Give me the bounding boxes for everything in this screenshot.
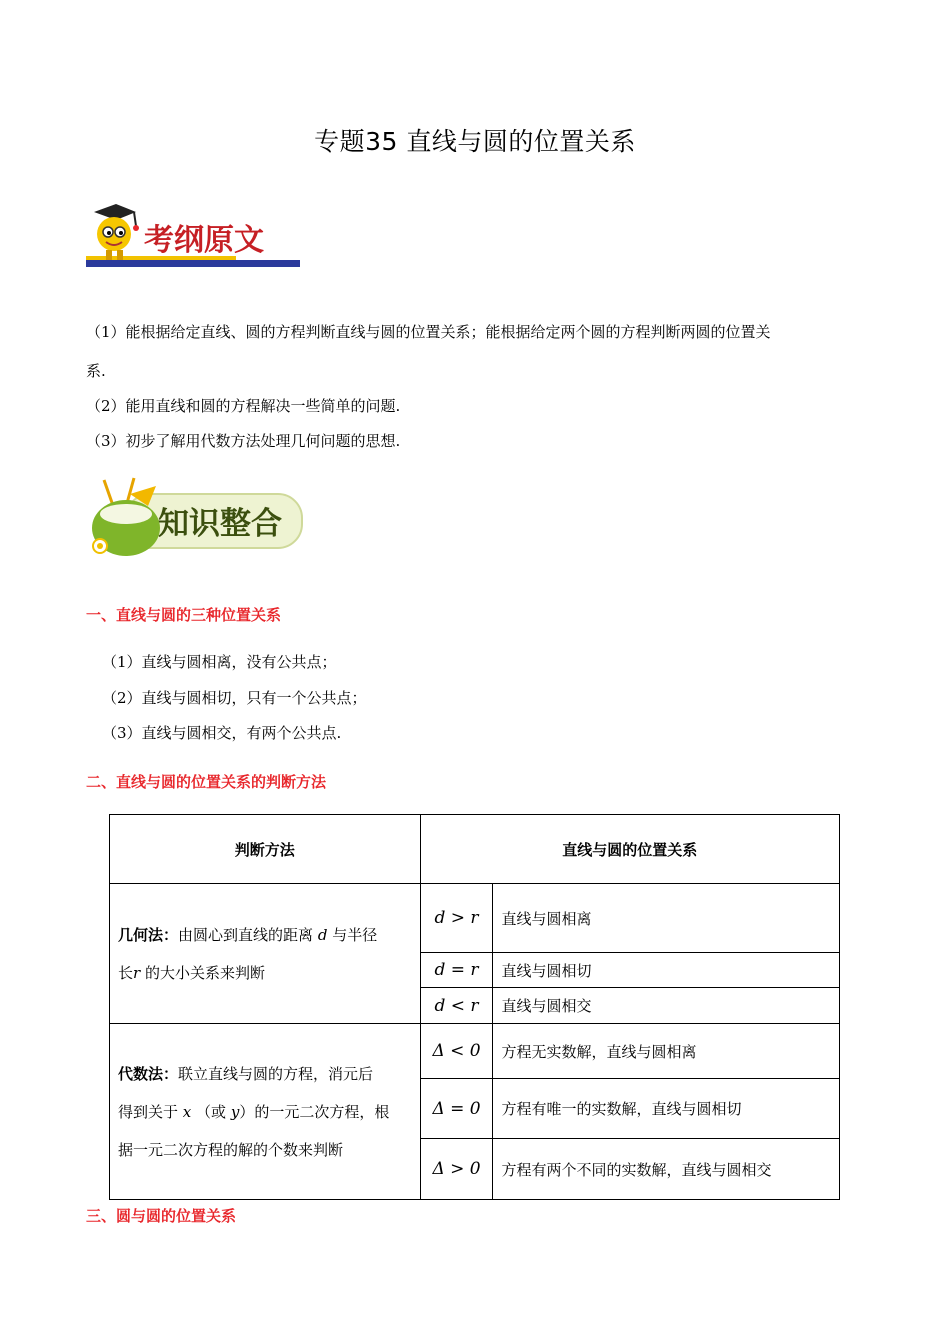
result-cell: 方程有唯一的实数解，直线与圆相切 [493, 1079, 840, 1139]
section-3-title: 三、圆与圆的位置关系 [86, 1207, 237, 1225]
result-cell: 直线与圆相交 [493, 988, 840, 1024]
mascot-icon [94, 204, 139, 260]
syllabus-item-1b: 系. [86, 362, 106, 380]
syllabus-item-3: （3）初步了解用代数方法处理几何问题的思想. [86, 432, 401, 450]
knowledge-banner [86, 476, 306, 562]
table-row [110, 1024, 840, 1079]
section-1-title: 一、直线与圆的三种位置关系 [86, 606, 282, 624]
condition-cell: Δ > 0 [420, 1139, 493, 1200]
syllabus-item-2: （2）能用直线和圆的方程解决一些简单的问题. [86, 397, 401, 415]
method-label: 代数法： [118, 1064, 179, 1083]
table-header-row [110, 815, 840, 884]
syllabus-banner [86, 198, 302, 274]
result-cell: 直线与圆相切 [493, 953, 840, 988]
coconut-icon [92, 478, 160, 556]
algebraic-method-cell: 代数法：联立直线与圆的方程，消元后 得到关于 x （或 y）的一元二次方程，根 据一元二次方程的解的个数来判断 [110, 1024, 421, 1200]
condition-cell: d > r [420, 884, 493, 953]
list-item: （3）直线与圆相交，有两个公共点. [102, 724, 342, 742]
banner2-text: 知识整合 [158, 506, 282, 542]
result-cell: 方程无实数解，直线与圆相离 [493, 1024, 840, 1079]
result-cell: 方程有两个不同的实数解，直线与圆相交 [493, 1139, 840, 1200]
method-label: 几何法： [118, 925, 179, 944]
condition-cell: Δ = 0 [420, 1079, 493, 1139]
judgement-table [109, 814, 840, 1200]
geometric-method-cell: 几何法：由圆心到直线的距离 d 与半径 长r 的大小关系来判断 [110, 884, 421, 1024]
table-row [110, 884, 840, 953]
list-item: （2）直线与圆相切，只有一个公共点； [102, 689, 367, 707]
header-relation: 直线与圆的位置关系 [420, 815, 839, 884]
banner1-text: 考纲原文 [144, 223, 264, 258]
condition-cell: Δ < 0 [420, 1024, 493, 1079]
syllabus-item-1a: （1）能根据给定直线、圆的方程判断直线与圆的位置关系；能根据给定两个圆的方程判断两圆的位置关 [86, 323, 771, 341]
section-2-title: 二、直线与圆的位置关系的判断方法 [86, 773, 327, 791]
page-title: 专题35 直线与圆的位置关系 [314, 127, 636, 156]
header-method: 判断方法 [110, 815, 421, 884]
condition-cell: d < r [420, 988, 493, 1024]
condition-cell: d = r [420, 953, 493, 988]
result-cell: 直线与圆相离 [493, 884, 840, 953]
list-item: （1）直线与圆相离，没有公共点； [102, 653, 337, 671]
